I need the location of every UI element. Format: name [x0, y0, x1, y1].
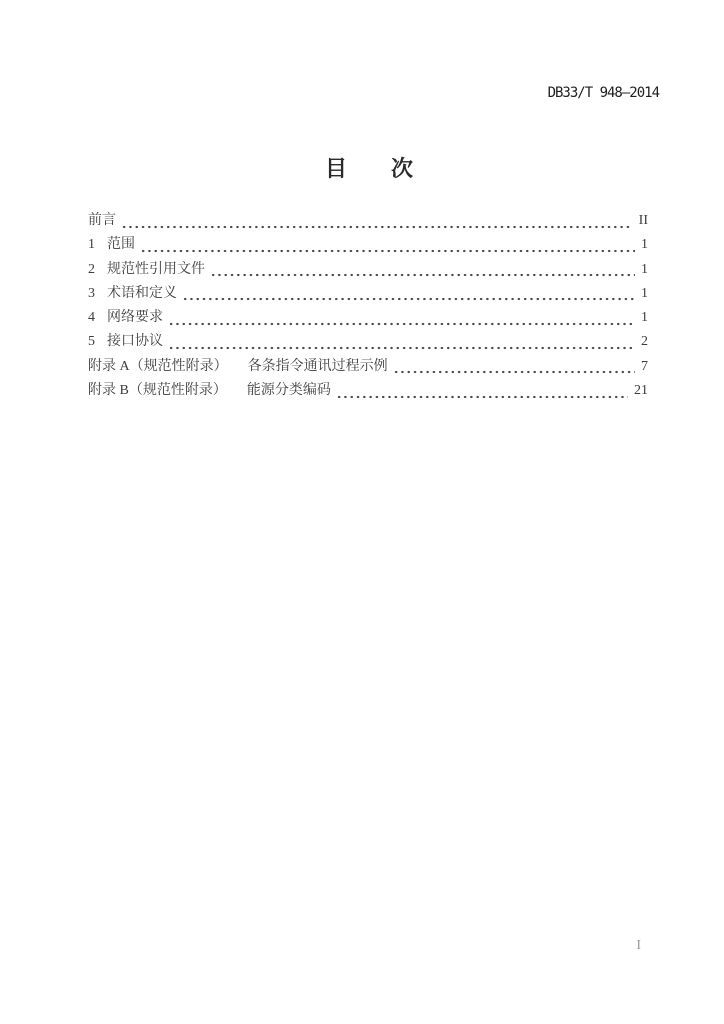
toc-entry [88, 355, 648, 379]
toc-entry-page: 2 [641, 334, 648, 350]
toc-entry-page: 21 [634, 383, 648, 399]
toc-entry-page: 1 [641, 285, 648, 301]
toc-entry-title: 规范性引用文件 [107, 261, 205, 277]
toc-entry-number: 5 [88, 334, 95, 350]
toc-entry-title: 范围 [107, 237, 135, 253]
toc-entry [88, 306, 648, 330]
dot-leader [168, 306, 635, 330]
page-number: I [636, 938, 641, 953]
toc-entry [88, 379, 648, 403]
toc-entry-title: 能源分类编码 [246, 383, 331, 399]
toc-entry-page: II [638, 213, 648, 228]
toc-entry-page: 1 [641, 310, 648, 326]
dot-leader [182, 282, 635, 306]
toc-entry-number: 1 [88, 237, 95, 253]
toc-entry-title: 接口协议 [107, 334, 163, 350]
toc-entry-title: 前言 [88, 213, 116, 228]
toc-entry [88, 209, 648, 233]
dot-leader [121, 209, 633, 233]
toc-entry-appendix-label: 附录 A（规范性附录） [88, 358, 228, 374]
toc-entry-title: 各条指令通讯过程示例 [247, 358, 388, 374]
toc-entry [88, 282, 648, 306]
dot-leader [336, 379, 628, 403]
toc-entry-number: 4 [88, 310, 95, 326]
toc-entry [88, 233, 648, 257]
toc-entry [88, 330, 648, 354]
toc-entry-page: 1 [641, 237, 648, 253]
dot-leader [210, 258, 635, 282]
dot-leader [393, 355, 635, 379]
toc-entry-number: 3 [88, 285, 95, 301]
toc-entry-page: 7 [641, 358, 648, 374]
toc-entry-number: 2 [88, 261, 95, 277]
toc-entry-title: 网络要求 [107, 310, 163, 326]
page-title: 目 次 [324, 156, 413, 181]
toc-entry-title: 术语和定义 [107, 285, 177, 301]
table-of-contents [88, 209, 648, 403]
dot-leader [140, 233, 635, 257]
toc-entry-page: 1 [641, 261, 648, 277]
toc-entry-appendix-label: 附录 B（规范性附录） [88, 383, 227, 399]
dot-leader [168, 330, 635, 354]
toc-entry [88, 258, 648, 282]
standard-number: DB33/T 948—2014 [547, 85, 659, 101]
